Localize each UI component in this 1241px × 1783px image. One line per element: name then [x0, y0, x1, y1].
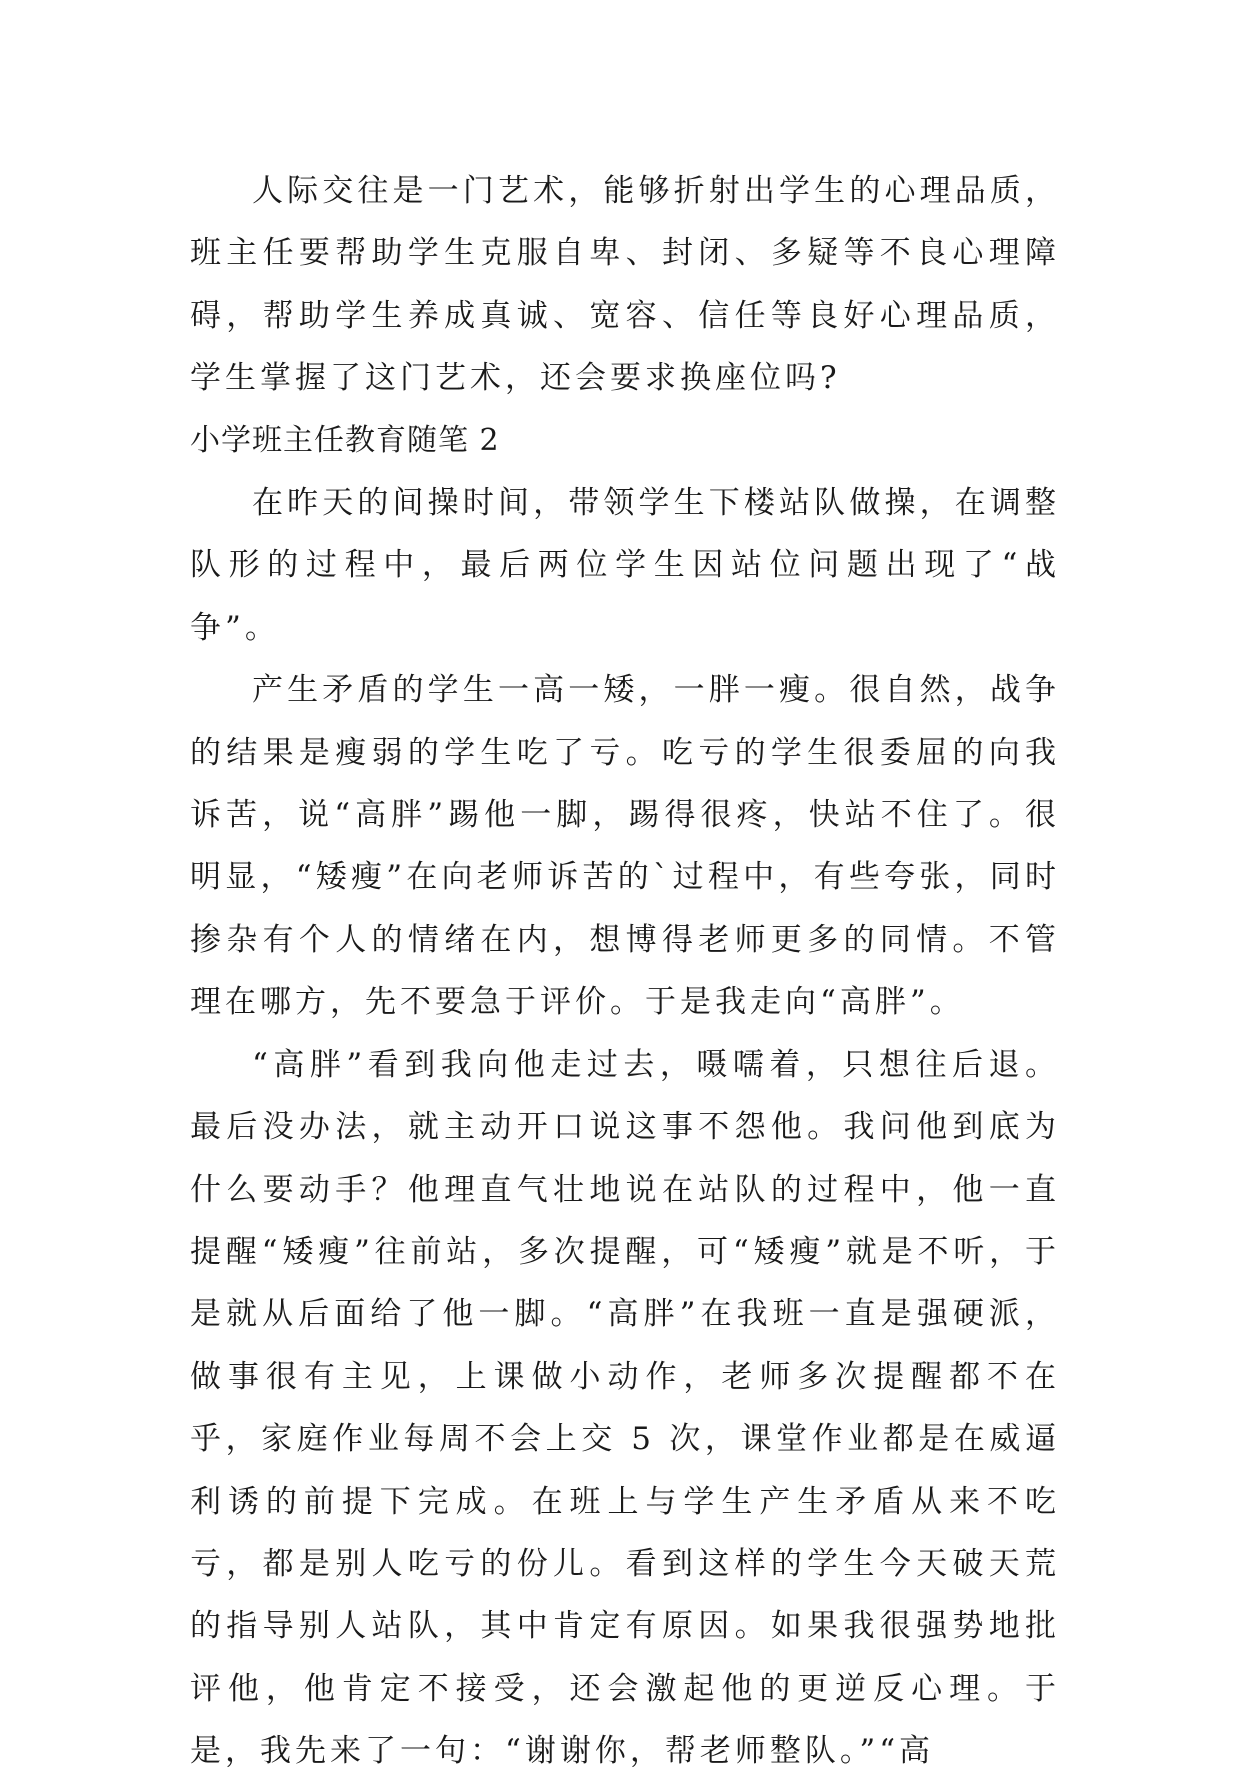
document-body — [190, 160, 1060, 1783]
paragraph-3: “高胖”看到我向他走过去，嗫嚅着，只想往后退。最后没办法，就主动开口说这事不怨他。我问他到底为什么要动手？他理直气壮地说在站队的过程中，他一直提醒“矮瘦”往前站，多次提醒，可“矮瘦”就是不听，于是就从后面给了他一脚。“高胖”在我班一直是强硬派，做事很有主见，上课做小动作，老师多次提醒都不在乎，家庭作业每周不会上交 5 次，课堂作业都是在威逼利诱的前提下完成。在班上与学生产生矛盾从来不吃亏，都是别人吃亏的份儿。看到这样的学生今天破天荒的指导别人站队，其中肯定有原因。如果我很强势地批评他，他肯定不接受，还会激起他的更逆反心理。于是，我先来了一句：“谢谢你，帮老师整队。”“高 — [190, 1046, 1060, 1770]
intro-paragraph: 人际交往是一门艺术，能够折射出学生的心理品质，班主任要帮助学生克服自卑、封闭、多疑等不良心理障碍，帮助学生养成真诚、宽容、信任等良好心理品质，学生掌握了这门艺术，还会要求换座位吗? — [190, 173, 1060, 397]
section-title: 小学班主任教育随笔 2 — [190, 422, 500, 458]
paragraph-1: 在昨天的间操时间，带领学生下楼站队做操，在调整队形的过程中，最后两位学生因站位问题出现了“战争”。 — [190, 485, 1060, 646]
paragraph-2: 产生矛盾的学生一高一矮，一胖一瘦。很自然，战争的结果是瘦弱的学生吃了亏。吃亏的学生很委屈的向我诉苦，说“高胖”踢他一脚，踢得很疼，快站不住了。很明显，“矮瘦”在向老师诉苦的`过程中，有些夸张，同时掺杂有个人的情绪在内，想博得老师更多的同情。不管理在哪方，先不要急于评价。于是我走向“高胖”。 — [190, 672, 1060, 1021]
